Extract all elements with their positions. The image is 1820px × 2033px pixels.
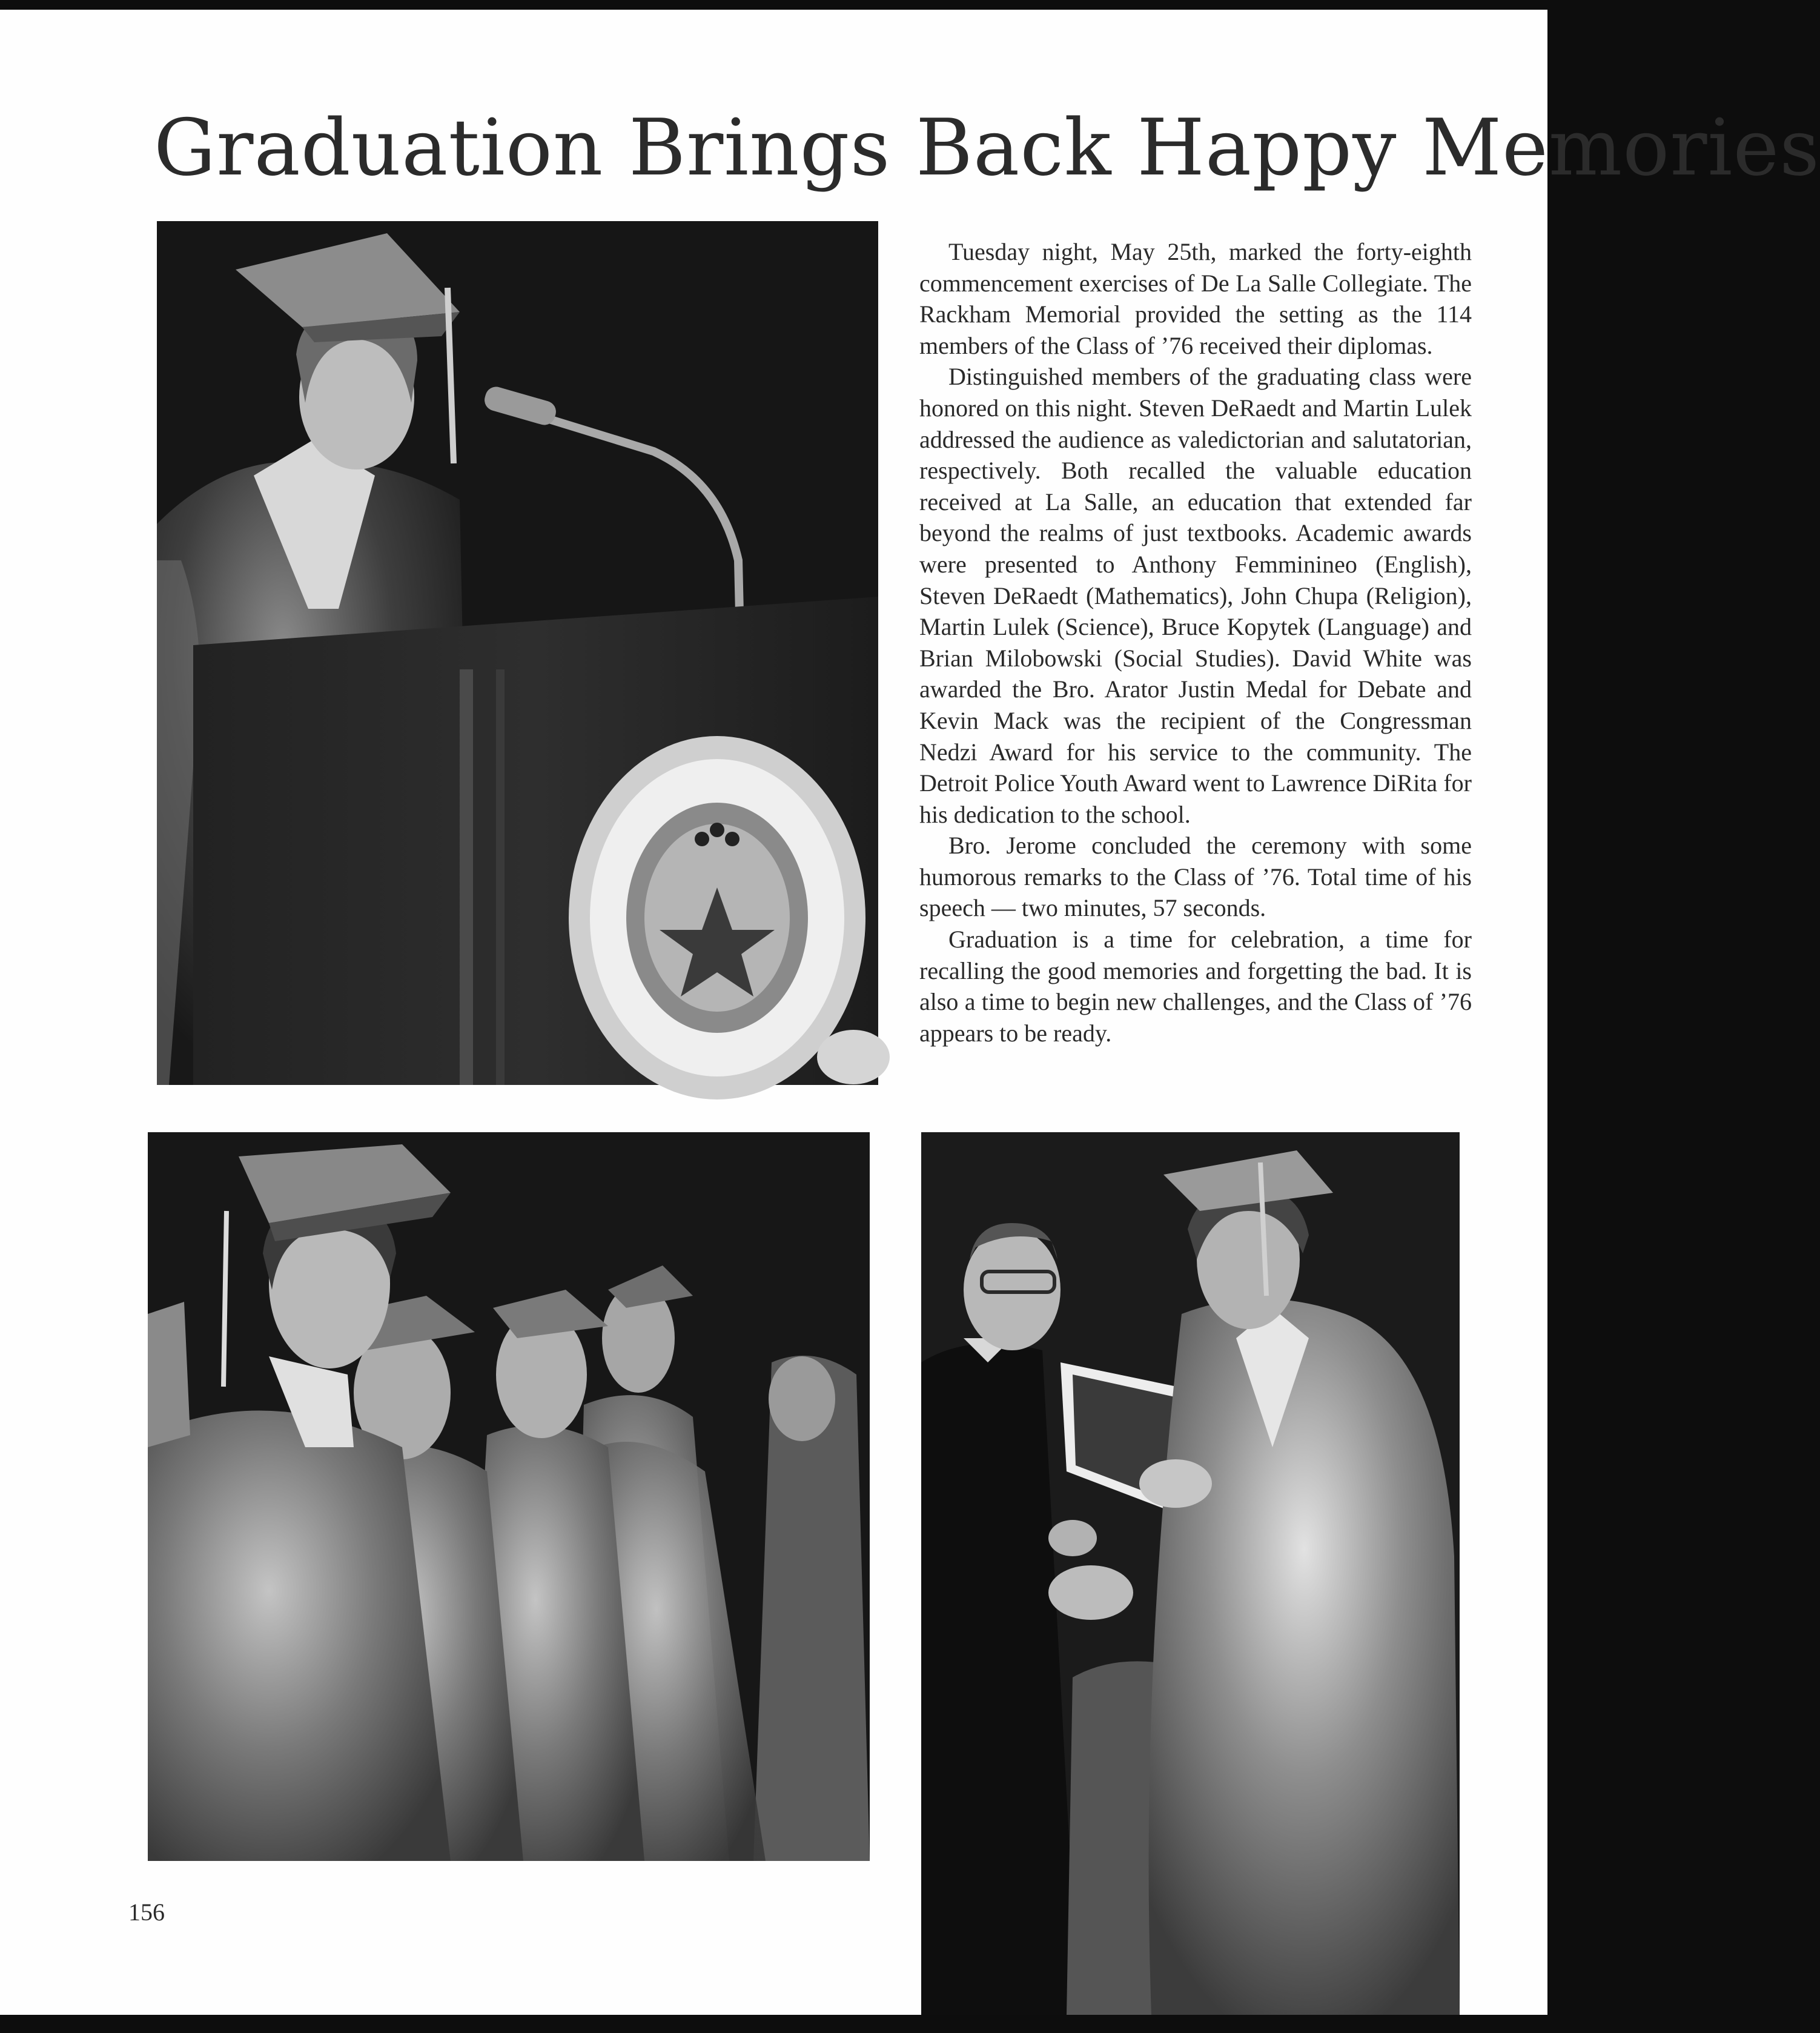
yearbook-page [0,10,1820,2015]
article-paragraph: Bro. Jerome concluded the ceremony with some humorous remarks to the Class of ’76. Total time of his speech — two minutes, 57 seconds. [919,832,1472,922]
page-number: 156 [128,1899,165,1926]
article-paragraph: Graduation is a time for celebration, a time for recalling the good memories and forgetting the bad. It is also a time to begin new challenges, and the Class of ’76 appears to be ready. [919,926,1472,1047]
diploma-handshake-photo [921,1132,1460,2015]
diploma-handshake-image [921,1132,1460,2015]
podium-speaker-image [157,221,878,1085]
podium-speaker-photo [157,221,878,1085]
graduates-row-photo [148,1132,870,1861]
article-paragraph: Distinguished members of the graduating class were honored on this night. Steven DeRaedt and Martin Lulek addressed the audience as valedictorian and salutatorian, respectively. Both recalled the valuable education received at La Salle, an education that extended far beyond the realms of just textbooks. Academic awards were presented to Anthony Femminineo (English), Steven DeRaedt (Mathematics), John Chupa (Religion), Martin Lulek (Science), Bruce Kopytek (Language) and Brian Milobowski (Social Studies). David White was awarded the Bro. Arator Justin Medal for Debate and Kevin Mack was the recipient of the Congressman Nedzi Award for his service to the community. The Detroit Police Youth Award went to Lawrence DiRita for his dedication to the school. [919,363,1472,828]
article-paragraph: Tuesday night, May 25th, marked the forty-eighth commencement exercises of De La Salle Collegiate. The Rackham Memorial provided the setting as the 114 members of the Class of ’76 received their diplomas. [919,238,1472,359]
page-title: Graduation Brings Back Happy Memories [154,103,1820,193]
article-body [919,236,1472,1049]
graduates-row-image [148,1132,870,1861]
